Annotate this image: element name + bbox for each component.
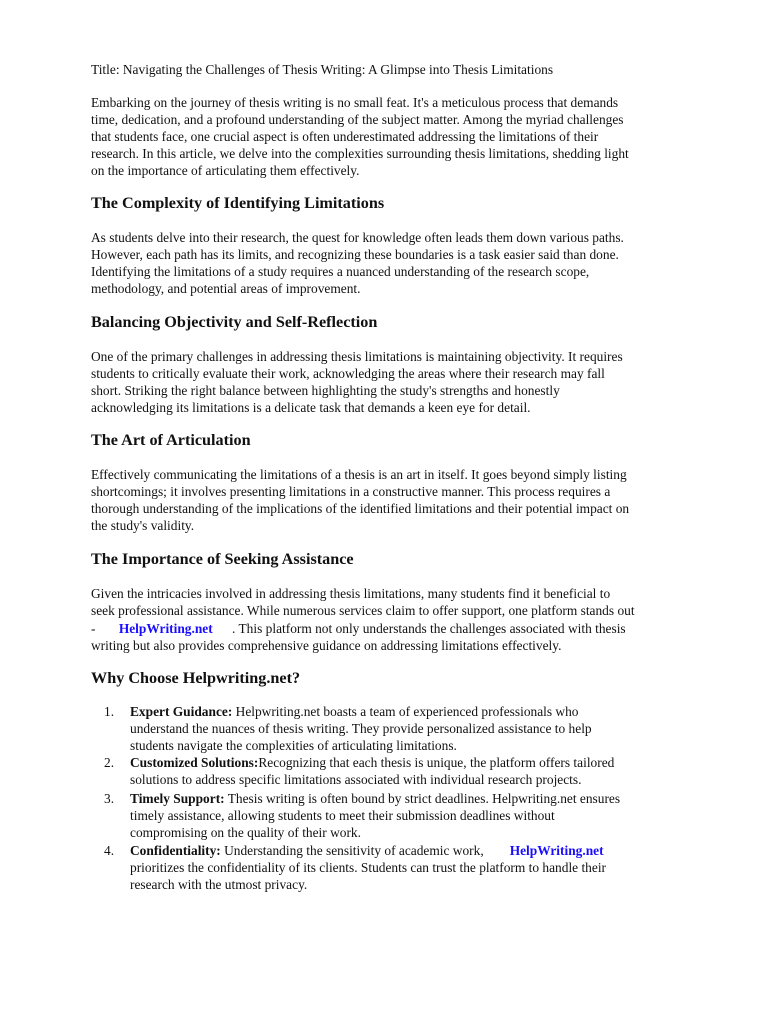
list-item-first-line bbox=[130, 703, 579, 720]
paragraph-line: Identifying the limitations of a study requires a nuanced understanding of the research scope, bbox=[91, 264, 590, 279]
paragraph-line: the study's validity. bbox=[91, 518, 195, 533]
list-item-text: Understanding the sensitivity of academic work, bbox=[220, 843, 484, 858]
list-item-first-line bbox=[130, 790, 620, 807]
intro-line: that students face, one crucial aspect is often underestimated addressing the limitations of their bbox=[91, 129, 599, 144]
list-item-first-line bbox=[130, 754, 614, 771]
dash-prefix: - bbox=[91, 621, 96, 636]
paragraph-line: However, each path has its limits, and recognizing these boundaries is a task easier said than done. bbox=[91, 247, 619, 262]
list-item-line: prioritizes the confidentiality of its clients. Students can trust the platform to handle their bbox=[130, 860, 606, 875]
paragraph-line: As students delve into their research, the quest for knowledge often leads them down various paths. bbox=[91, 230, 624, 245]
list-item-line: solutions to address specific limitations associated with individual research projects. bbox=[130, 772, 582, 787]
paragraph-line: One of the primary challenges in addressing thesis limitations is maintaining objectivity. It requires bbox=[91, 349, 623, 364]
list-item-label: Customized Solutions: bbox=[130, 755, 259, 770]
paragraph-line-with-link bbox=[91, 620, 626, 637]
list-item-text: Helpwriting.net boasts a team of experienced professionals who bbox=[232, 704, 579, 719]
heading-art: The Art of Articulation bbox=[91, 431, 251, 449]
helpwriting-link[interactable]: HelpWriting.net bbox=[509, 843, 604, 858]
paragraph-line: thorough understanding of the implications of the identified limitations and their potential impact on bbox=[91, 501, 630, 516]
list-number: 3. bbox=[104, 791, 115, 806]
list-item-first-line bbox=[130, 842, 604, 859]
list-item-label: Confidentiality: bbox=[130, 843, 221, 858]
list-item-line: timely assistance, allowing students to meet their submission deadlines without bbox=[130, 808, 555, 823]
paragraph-line: Effectively communicating the limitations of a thesis is an art in itself. It goes beyond simply listing bbox=[91, 467, 627, 482]
list-item-text: Thesis writing is often bound by strict deadlines. Helpwriting.net ensures bbox=[224, 791, 621, 806]
paragraph-line: methodology, and potential areas of improvement. bbox=[91, 281, 361, 296]
list-item-label: Timely Support: bbox=[130, 791, 225, 806]
list-item-line: students navigate the complexities of articulating limitations. bbox=[130, 738, 457, 753]
paragraph-line: shortcomings; it involves presenting limitations in a constructive manner. This process requires a bbox=[91, 484, 611, 499]
list-number: 1. bbox=[104, 704, 115, 719]
heading-complexity: The Complexity of Identifying Limitations bbox=[91, 194, 385, 212]
list-item-line: understand the nuances of thesis writing. They provide personalized assistance to help bbox=[130, 721, 592, 736]
heading-balancing: Balancing Objectivity and Self-Reflection bbox=[91, 313, 378, 331]
list-number: 2. bbox=[104, 755, 115, 770]
intro-line: Embarking on the journey of thesis writing is no small feat. It's a meticulous process that demands bbox=[91, 95, 619, 110]
heading-assistance: The Importance of Seeking Assistance bbox=[91, 550, 354, 568]
helpwriting-link[interactable]: HelpWriting.net bbox=[118, 621, 213, 636]
paragraph-line: Given the intricacies involved in addressing thesis limitations, many students find it beneficial to bbox=[91, 586, 611, 601]
list-item-line: research with the utmost privacy. bbox=[130, 877, 308, 892]
list-number: 4. bbox=[104, 843, 115, 858]
link-suffix-text: . This platform not only understands the challenges associated with thesis bbox=[232, 621, 626, 636]
list-item-label: Expert Guidance: bbox=[130, 704, 233, 719]
paragraph-line: acknowledging its limitations is a delicate task that demands a keen eye for detail. bbox=[91, 400, 531, 415]
intro-line: on the importance of articulating them effectively. bbox=[91, 163, 360, 178]
list-item-line: compromising on the quality of their work. bbox=[130, 825, 361, 840]
intro-line: time, dedication, and a profound understanding of the subject matter. Among the myriad challenges bbox=[91, 112, 624, 127]
heading-why-choose: Why Choose Helpwriting.net? bbox=[91, 669, 301, 687]
title-line: Title: Navigating the Challenges of Thesis Writing: A Glimpse into Thesis Limitations bbox=[91, 62, 554, 77]
paragraph-line: writing but also provides comprehensive guidance on addressing limitations effectively. bbox=[91, 638, 562, 653]
paragraph-line: short. Striking the right balance between highlighting the study's strengths and honestly bbox=[91, 383, 560, 398]
paragraph-line: students to critically evaluate their work, acknowledging the areas where their research may fall bbox=[91, 366, 605, 381]
list-item-text: Recognizing that each thesis is unique, the platform offers tailored bbox=[258, 755, 615, 770]
paragraph-line: seek professional assistance. While numerous services claim to offer support, one platform stands out bbox=[91, 603, 635, 618]
intro-line: research. In this article, we delve into the complexities surrounding thesis limitations, shedding light bbox=[91, 146, 629, 161]
